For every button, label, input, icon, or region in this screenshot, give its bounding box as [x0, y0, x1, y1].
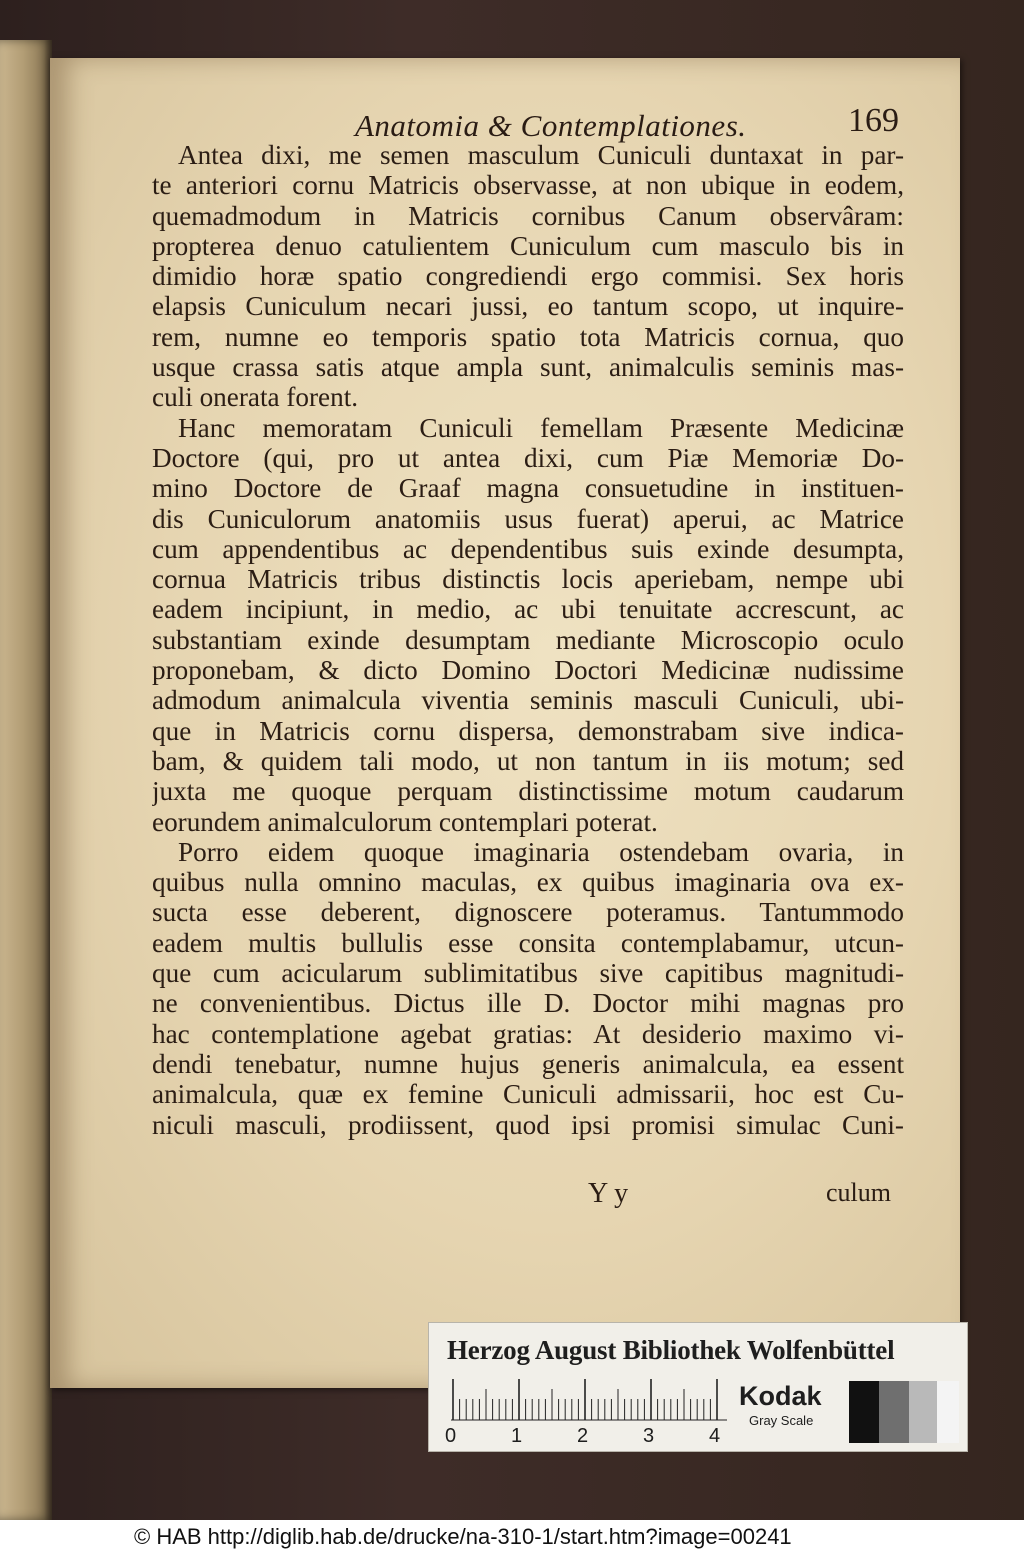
- library-name: Herzog August Bibliothek Wolfenbüttel: [447, 1335, 895, 1365]
- text-line: rem, numne eo temporis spatio tota Matricis cornua, quo: [152, 321, 904, 352]
- text-line: propterea denuo catulientem Cuniculum cum masculo bis in: [152, 230, 904, 261]
- text-line: quibus nulla omnino maculas, ex quibus imaginaria ova ex-: [152, 867, 904, 898]
- text-line: elapsis Cuniculum necari jussi, eo tantum scopo, ut inquire-: [152, 291, 904, 322]
- previous-page-edge: [0, 40, 52, 1520]
- text-line: que in Matricis cornu dispersa, demonstrabam sive indica-: [152, 715, 904, 746]
- text-line: cornua Matricis tribus distinctis locis aperiebam, nempe ubi: [152, 564, 904, 595]
- text-line: eadem multis bullulis esse consita contemplabamur, utcun-: [152, 927, 904, 958]
- gray-patch: [909, 1381, 937, 1443]
- gray-patch: [937, 1381, 959, 1443]
- text-line: eorundem animalculorum contemplari poterat.: [152, 806, 658, 837]
- ruler-number: 0: [445, 1425, 457, 1447]
- gray-scale-label: Gray Scale: [749, 1413, 814, 1428]
- page-number: 169: [848, 102, 899, 139]
- text-line: sucta esse deberent, dignoscere poteramus. Tantummodo: [152, 897, 904, 928]
- text-line: cum appendentibus ac dependentibus suis exinde desumpta,: [152, 533, 904, 564]
- text-line: dendi tenebatur, numne hujus generis animalcula, ea essent: [152, 1048, 904, 1079]
- gray-patch: [879, 1381, 909, 1443]
- text-line: culi onerata forent.: [152, 382, 359, 413]
- ruler-scale: [451, 1379, 727, 1421]
- text-line: proponebam, & dicto Domino Doctori Medicinæ nudissime: [152, 655, 904, 686]
- catchword: culum: [826, 1178, 891, 1207]
- ruler-number: 4: [709, 1425, 721, 1447]
- color-calibration-card: [428, 1322, 968, 1452]
- text-line: dimidio horæ spatio congrediendi ergo commisi. Sex horis: [152, 261, 904, 292]
- text-line: admodum animalcula viventia seminis masculi Cuniculi, ubi-: [152, 685, 904, 716]
- text-line: bam, & quidem tali modo, ut non tantum in iis motum; sed: [152, 745, 904, 776]
- kodak-logo: Kodak: [739, 1381, 822, 1411]
- text-line: usque crassa satis atque ampla sunt, animalculis seminis mas-: [152, 352, 904, 383]
- text-line: ne convenientibus. Dictus ille D. Doctor mihi magnas pro: [152, 988, 904, 1019]
- text-line: quemadmodum in Matricis cornibus Canum observâram:: [152, 200, 904, 231]
- ruler-number: 3: [643, 1425, 655, 1447]
- ruler-number: 2: [577, 1425, 589, 1447]
- footer-bar: [0, 1520, 1024, 1553]
- text-line: Hanc memoratam Cuniculi femellam Præsente Medicinæ: [178, 412, 904, 443]
- text-line: que cum acicularum sublimitatibus sive capitibus magnitudi-: [152, 958, 904, 989]
- text-line: hac contemplatione agebat gratias: At desiderio maximo vi-: [152, 1018, 904, 1049]
- gray-patch: [849, 1381, 879, 1443]
- text-line: eadem incipiunt, in medio, ac ubi tenuitate accrescunt, ac: [152, 594, 904, 625]
- text-line: Doctore (qui, pro ut antea dixi, cum Piæ Memoriæ Do-: [152, 442, 904, 473]
- text-line: dis Cuniculorum anatomiis usus fuerat) aperui, ac Matrice: [152, 503, 904, 534]
- text-line: animalcula, quæ ex femine Cuniculi admissarii, hoc est Cu-: [152, 1079, 904, 1110]
- ruler-numbers: [445, 1425, 725, 1447]
- body-text: [152, 140, 904, 1140]
- text-line: mino Doctore de Graaf magna consuetudine in instituen-: [152, 473, 904, 504]
- copyright-url: © HAB http://diglib.hab.de/drucke/na-310-1/start.htm?image=00241: [134, 1524, 792, 1549]
- text-line: substantiam exinde desumptam mediante Microscopio oculo: [152, 624, 904, 655]
- text-line: Antea dixi, me semen masculum Cuniculi duntaxat in par-: [178, 140, 904, 170]
- text-line: juxta me quoque perquam distinctissime motum caudarum: [152, 776, 904, 807]
- signature-mark: Y y: [588, 1178, 629, 1209]
- ruler-number: 1: [511, 1425, 523, 1447]
- running-head: Anatomia & Contemplationes.: [355, 108, 747, 143]
- text-line: Porro eidem quoque imaginaria ostendebam ovaria, in: [178, 836, 904, 867]
- text-line: niculi masculi, prodiissent, quod ipsi promisi simulac Cuni-: [152, 1109, 904, 1140]
- text-line: te anteriori cornu Matricis observasse, at non ubique in eodem,: [152, 170, 904, 201]
